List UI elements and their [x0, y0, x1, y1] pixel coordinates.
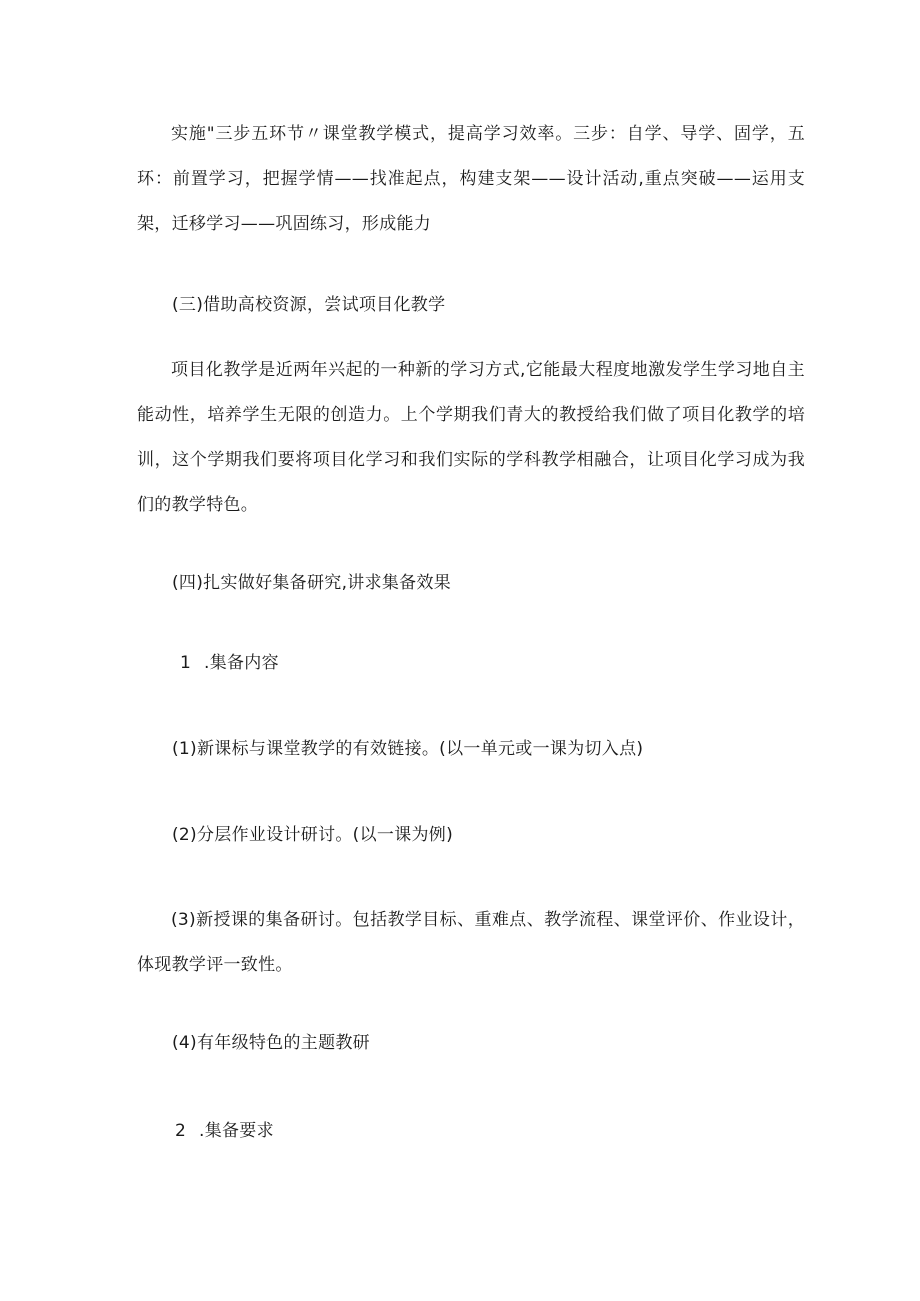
- list-item-number: 2: [175, 1121, 187, 1141]
- list-item-label: .集备内容: [204, 653, 279, 673]
- sub-item-layered-homework: (2)分层作业设计研讨。(以一课为例): [172, 825, 454, 845]
- section-heading-three: (三)借助高校资源，尝试项目化教学: [172, 295, 446, 315]
- section-heading-four: (四)扎实做好集备研究,讲求集备效果: [172, 573, 452, 593]
- paragraph-project-teaching: 项目化教学是近两年兴起的一种新的学习方式,它能最大程度地激发学生学习地自主能动性，培养学生无限的创造力。上个学期我们青大的教授给我们做了项目化教学的培训，这个学期我们要将项目化学习和我们实际的学科教学相融合，让项目化学习成为我们的教学特色。: [137, 360, 805, 515]
- list-item-number: 1: [180, 653, 192, 673]
- sub-item-curriculum-link: (1)新课标与课堂教学的有效链接。(以一单元或一课为切入点): [172, 739, 644, 759]
- paragraph-three-steps-five-links: 实施"三步五环节〃课堂教学模式，提高学习效率。三步：自学、导学、固学，五环：前置学习，把握学情——找准起点，构建支架——设计活动,重点突破——运用支架，迁移学习——巩固练习，形成能力: [137, 124, 805, 234]
- list-item-collective-requirements: [175, 1118, 274, 1144]
- sub-item-new-lesson-discussion: (3)新授课的集备研讨。包括教学目标、重难点、教学流程、课堂评价、作业设计，体现教学评一致性。: [137, 910, 805, 975]
- list-item-collective-content: [180, 650, 279, 676]
- list-item-label: .集备要求: [199, 1121, 274, 1141]
- sub-item-grade-theme-research: (4)有年级特色的主题教研: [172, 1033, 370, 1053]
